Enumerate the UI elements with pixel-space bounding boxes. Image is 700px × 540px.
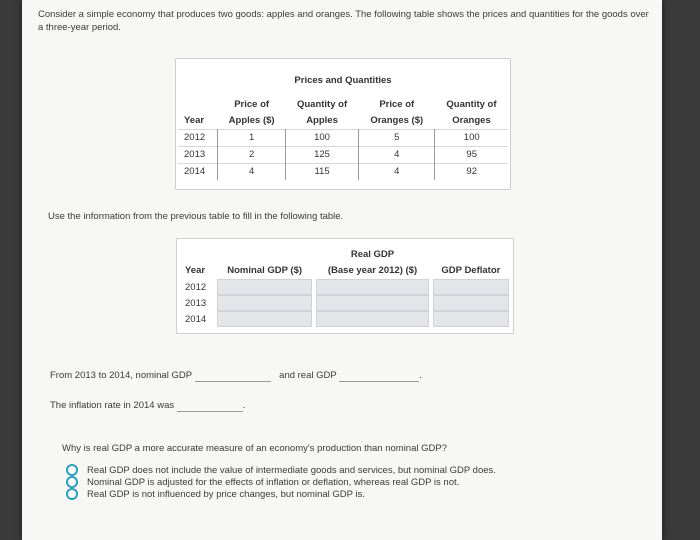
gdp-deflator-2012-input[interactable] (433, 279, 509, 295)
radio-icon[interactable] (66, 488, 78, 500)
cell-price-apples: 1 (218, 130, 286, 147)
cell-qty-apples: 125 (286, 147, 359, 164)
real-gdp-2013-input[interactable] (316, 295, 429, 311)
header-year: Year (184, 115, 205, 126)
nominal-gdp-change-dropdown[interactable] (195, 368, 271, 382)
q1-suffix: . (419, 370, 422, 381)
header-nominal-gdp: Nominal GDP ($) (227, 265, 303, 276)
nominal-gdp-2013-input[interactable] (217, 295, 312, 311)
radio-icon[interactable] (66, 476, 78, 488)
option-1[interactable] (66, 464, 496, 476)
real-gdp-2014-input[interactable] (316, 311, 429, 327)
option-3[interactable] (66, 488, 496, 500)
cell-price-oranges: 4 (359, 164, 435, 181)
nominal-gdp-2014-input[interactable] (217, 311, 312, 327)
header-price-apples-2: Apples ($) (228, 115, 275, 126)
header-qty-oranges-1: Quantity of (446, 99, 497, 110)
q2-suffix: . (242, 400, 246, 411)
question-page (22, 0, 662, 540)
header-year: Year (185, 265, 206, 276)
table-row (179, 311, 511, 327)
real-gdp-2012-input[interactable] (316, 279, 429, 295)
intro-text: Consider a simple economy that produces two goods: apples and oranges. The following table shows the prices and quantities for the goods over a three-year period. (38, 9, 649, 33)
header-qty-apples-1: Quantity of (296, 99, 348, 110)
header-qty-apples-2: Apples (306, 115, 338, 126)
cell-year: 2012 (185, 281, 207, 293)
table-row (179, 279, 511, 295)
cell-year: 2014 (185, 313, 207, 325)
option-label: Real GDP does not include the value of intermediate goods and services, but nominal GDP does. (87, 464, 496, 476)
header-price-oranges-2: Oranges ($) (370, 115, 424, 126)
prices-quantities-table (175, 58, 511, 190)
cell-year: 2014 (178, 164, 218, 181)
header-price-apples-1: Price of (234, 99, 270, 110)
cell-year: 2013 (185, 297, 207, 309)
inflation-rate-input[interactable] (177, 398, 243, 412)
inflation-question (50, 398, 245, 412)
cell-price-apples: 2 (218, 147, 286, 164)
header-price-oranges-1: Price of (379, 99, 415, 110)
q2-prefix: The inflation rate in 2014 was (50, 400, 175, 411)
table-row (179, 295, 511, 311)
cell-price-apples: 4 (218, 164, 286, 181)
option-2[interactable] (66, 476, 496, 488)
cell-qty-apples: 100 (286, 130, 359, 147)
cell-year: 2012 (178, 130, 218, 147)
cell-qty-apples: 115 (286, 164, 359, 181)
option-label: Real GDP is not influenced by price changes, but nominal GDP is. (87, 488, 365, 500)
option-label: Nominal GDP is adjusted for the effects of inflation or deflation, whereas real GDP is not. (87, 476, 460, 488)
why-question: Why is real GDP a more accurate measure of an economy's production than nominal GDP? (62, 443, 447, 454)
gdp-deflator-2013-input[interactable] (433, 295, 509, 311)
cell-qty-oranges: 95 (435, 147, 508, 164)
header-gdp-deflator: GDP Deflator (441, 265, 501, 276)
answer-options (66, 464, 496, 500)
instruction-text: Use the information from the previous table to fill in the following table. (48, 211, 344, 222)
radio-icon[interactable] (66, 464, 78, 476)
nominal-real-question (50, 368, 422, 382)
gdp-deflator-2014-input[interactable] (433, 311, 509, 327)
cell-qty-oranges: 100 (435, 130, 508, 147)
header-real-gdp-1: Real GDP (350, 249, 395, 260)
cell-price-oranges: 4 (359, 147, 435, 164)
cell-qty-oranges: 92 (435, 164, 508, 181)
cell-price-oranges: 5 (359, 130, 435, 147)
cell-year: 2013 (178, 147, 218, 164)
nominal-gdp-2012-input[interactable] (217, 279, 312, 295)
q1-middle: and real GDP (279, 370, 337, 381)
table-caption: Prices and Quantities (294, 75, 392, 86)
q1-prefix: From 2013 to 2014, nominal GDP (50, 370, 192, 381)
table-row (178, 130, 508, 147)
real-gdp-change-dropdown[interactable] (339, 368, 419, 382)
table-row (178, 164, 508, 181)
header-qty-oranges-2: Oranges (452, 115, 491, 126)
header-real-gdp-2: (Base year 2012) ($) (327, 265, 418, 276)
table-row (178, 147, 508, 164)
gdp-answer-table (176, 238, 514, 334)
